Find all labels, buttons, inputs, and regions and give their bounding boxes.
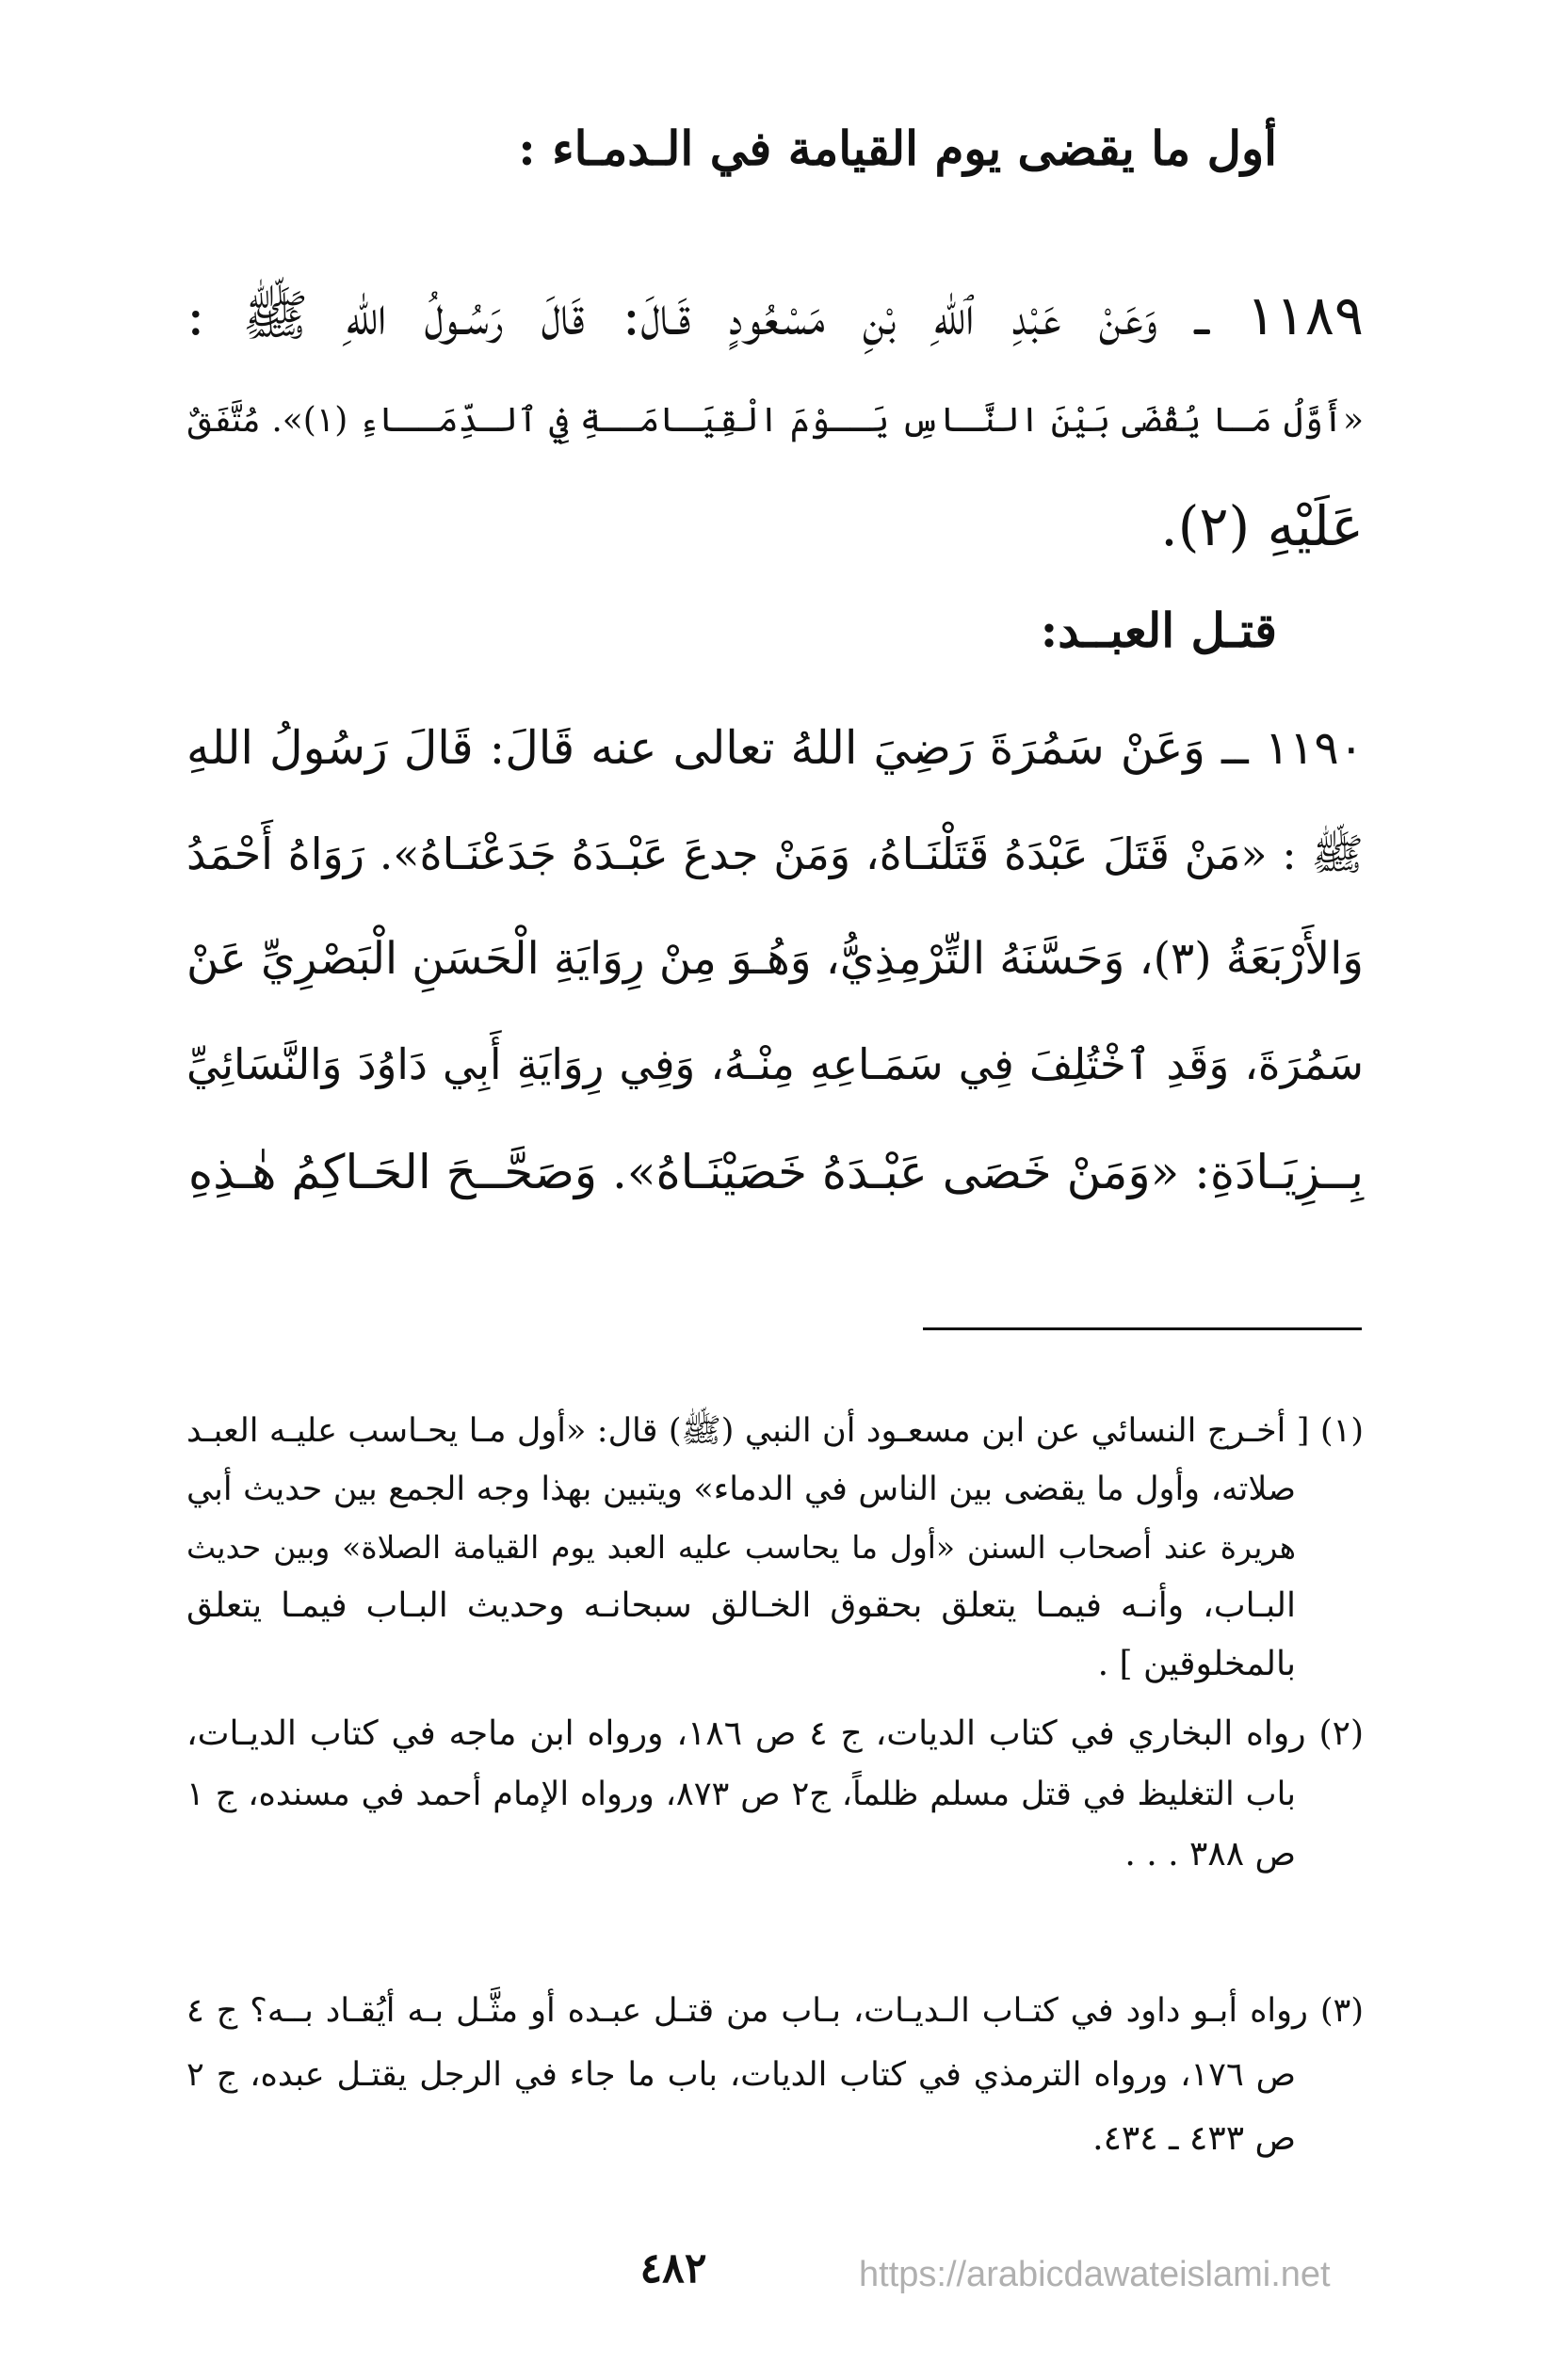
- hadith-1190-line-2: ﷺ : «مَنْ قَتَلَ عَبْدَهُ قَتَلْنَـاهُ، وَمَنْ جدعَ عَبْـدَهُ جَدَعْنَـاهُ». رَوَاهُ أَحْمَدُ: [186, 828, 1364, 879]
- page-number: ٤٨٢: [639, 2244, 707, 2292]
- footnote-3-line-2: ص ١٧٦، ورواه الترمذي في كتاب الديات، باب ما جاء في الرجل يقتـل عبده، ج ٢: [186, 2056, 1296, 2094]
- footnote-1-line-3: هريرة عند أصحاب السنن «أول ما يحاسب عليه العبد يوم القيامة الصلاة» وبين حديث: [186, 1529, 1296, 1566]
- footnote-2-line-3: ص ٣٨٨ . . .: [1124, 1835, 1296, 1873]
- hadith-1190-line-5: بِــزِيَـادَةِ: «وَمَنْ خَصَى عَبْـدَهُ خَصَيْنَـاهُ». وَصَحَّــحَ الحَـاكِمُ هٰـذِهِ: [188, 1145, 1364, 1199]
- hadith-1190-line-1: ١١٩٠ ــ وَعَنْ سَمُرَةَ رَضِيَ اللهُ تعالى عنه قَالَ: قَالَ رَسُولُ اللهِ: [186, 721, 1364, 775]
- footnote-1-line-1: (١) [ أخـرج النسائي عن ابن مسعـود أن النبي (ﷺ) قال: «أول مـا يحـاسب عليـه العبـد: [186, 1412, 1364, 1450]
- section-heading-killing-slave: قتـل العبــد:: [1040, 603, 1277, 658]
- footnote-1-line-4: البـاب، وأنـه فيمـا يتعلق بحقوق الخـالق سبحانـه وحديث البـاب فيمـا يتعلق: [186, 1586, 1296, 1625]
- footnote-2-line-1: (٢) رواه البخاري في كتاب الديات، ج ٤ ص ١٨٦، ورواه ابن ماجه في كتاب الديـات،: [186, 1714, 1364, 1753]
- hadith-1190-line-3: وَالأَرْبَعَةُ (٣)، وَحَسَّنَهُ التِّرْمِذِيُّ، وَهُـوَ مِنْ رِوَايَةِ الْحَسَنِ الْبَصْرِيِّ عَنْ: [186, 933, 1364, 985]
- section-heading-first-judgment: أول ما يقضى يوم القيامة في الـدمـاء :: [518, 121, 1277, 176]
- hadith-1190-line-4: سَمُرَةَ، وَقَدِ ٱخْتُلِفَ فِي سَمَـاعِهِ مِنْـهُ، وَفِي رِوَايَةِ أَبِي دَاوُدَ وَالنَّسَائِيِّ: [186, 1039, 1364, 1089]
- footnote-1-line-5: بالمخلوقين ] .: [1097, 1645, 1296, 1683]
- hadith-1189-line-3: عَلَيْهِ (٢).: [1160, 494, 1364, 558]
- footnote-3-line-3: ص ٤٣٣ ـ ٤٣٤.: [1092, 2119, 1296, 2158]
- hadith-1189-line-1: ١١٨٩ ــ وَعَنْ عَبْدِ ٱللهِ بْنِ مَسْعُودٍ قَـالَ: قَالَ رَسُـولُ اللهِ ﷺ :: [186, 283, 1364, 347]
- footnote-separator: [923, 1327, 1362, 1330]
- watermark-url: https://arabicdawateislami.net: [859, 2255, 1331, 2294]
- footnote-3-line-1: (٣) رواه أبـو داود في كتـاب الـديـات، بـاب من قتـل عبـده أو مثَّـل بـه أيُقـاد بــه؟ ج ٤: [186, 1992, 1364, 2030]
- footnote-1-line-2: صلاته، وأول ما يقضى بين الناس في الدماء» ويتبين بهذا وجه الجمع بين حديث أبي: [186, 1471, 1296, 1508]
- footnote-2-line-2: باب التغليظ في قتل مسلم ظلماً، ج٢ ص ٨٧٣، ورواه الإمام أحمد في مسنده، ج ١: [186, 1776, 1296, 1813]
- hadith-1189-line-2: «أَوَّلُ مَـا يُقْضَى بَيْنَ النَّـاسِ يَــوْمَ الْقِيَـامَــةِ فِي ٱلـدِّمَــاءِ (١)». مُتَّفَقٌ: [186, 401, 1364, 440]
